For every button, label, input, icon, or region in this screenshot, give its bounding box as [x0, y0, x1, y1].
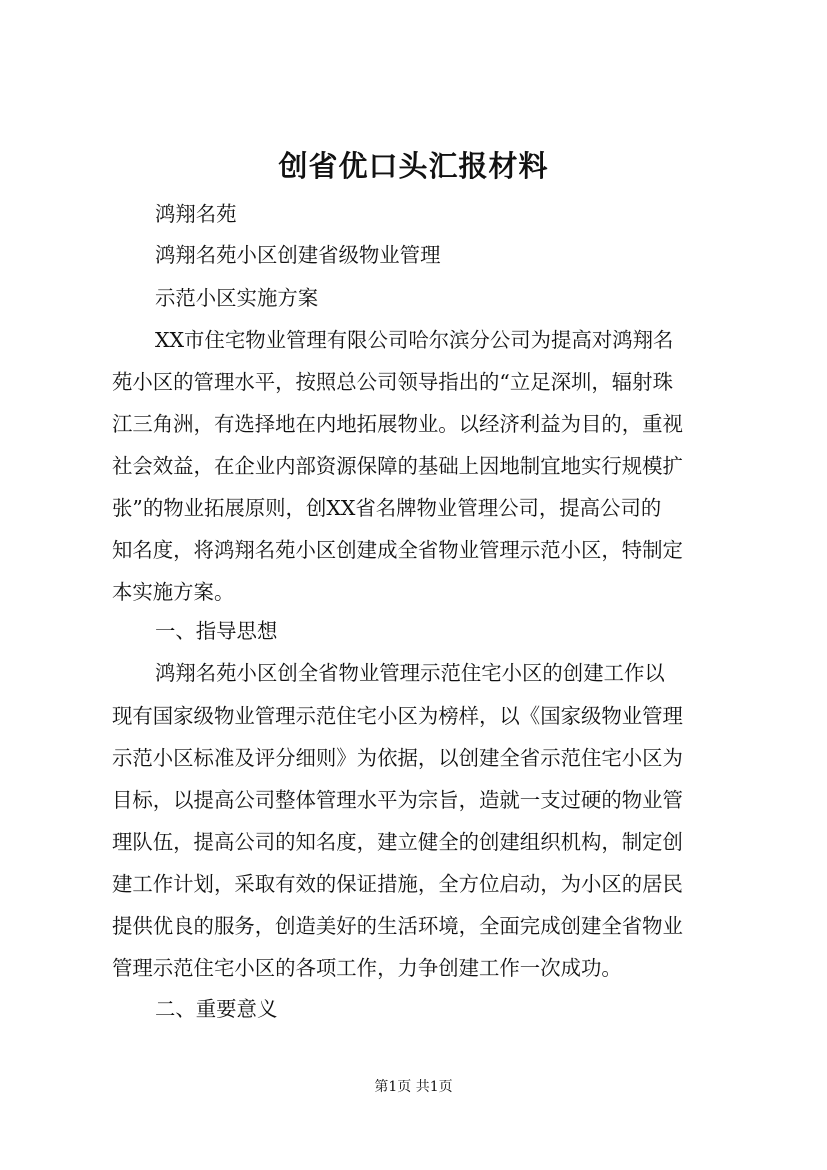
section1-line: 目标，以提高公司整体管理水平为宗旨，造就一支过硬的物业管 — [112, 788, 683, 812]
section-heading: 二、重要意义 — [155, 997, 278, 1021]
header-line: 示范小区实施方案 — [155, 286, 319, 310]
section1-line: 管理示范住宅小区的各项工作，力争创建工作一次成功。 — [112, 956, 622, 980]
intro-line: XX市住宅物业管理有限公司哈尔滨分公司为提高对鸿翔名 — [155, 328, 674, 352]
header-line: 鸿翔名苑 — [155, 202, 237, 226]
section-heading: 一、指导思想 — [155, 619, 278, 643]
header-line: 鸿翔名苑小区创建省级物业管理 — [155, 243, 441, 267]
intro-line: 苑小区的管理水平，按照总公司领导指出的“立足深圳，辐射珠 — [112, 370, 673, 394]
intro-line: 知名度，将鸿翔名苑小区创建成全省物业管理示范小区，特制定 — [112, 538, 683, 562]
section1-line: 理队伍，提高公司的知名度，建立健全的创建组织机构，制定创 — [112, 830, 683, 854]
intro-line: 张”的物业拓展原则，创XX省名牌物业管理公司，提高公司的 — [112, 496, 662, 520]
intro-line: 本实施方案。 — [112, 580, 235, 604]
section1-line: 现有国家级物业管理示范住宅小区为榜样，以《国家级物业管理 — [112, 704, 683, 728]
document-title: 创省优口头汇报材料 — [278, 149, 549, 183]
page-number-footer: 第1页 共1页 — [374, 1079, 453, 1095]
intro-line: 社会效益，在企业内部资源保障的基础上因地制宜地实行规模扩 — [112, 454, 683, 478]
intro-line: 江三角洲，有选择地在内地拓展物业。以经济利益为目的，重视 — [112, 412, 683, 436]
section1-line: 示范小区标准及评分细则》为依据，以创建全省示范住宅小区为 — [112, 746, 683, 770]
section1-line: 鸿翔名苑小区创全省物业管理示范住宅小区的创建工作以 — [155, 661, 665, 685]
section1-line: 提供优良的服务，创造美好的生活环境，全面完成创建全省物业 — [112, 914, 683, 938]
section1-line: 建工作计划，采取有效的保证措施，全方位启动，为小区的居民 — [112, 872, 683, 896]
